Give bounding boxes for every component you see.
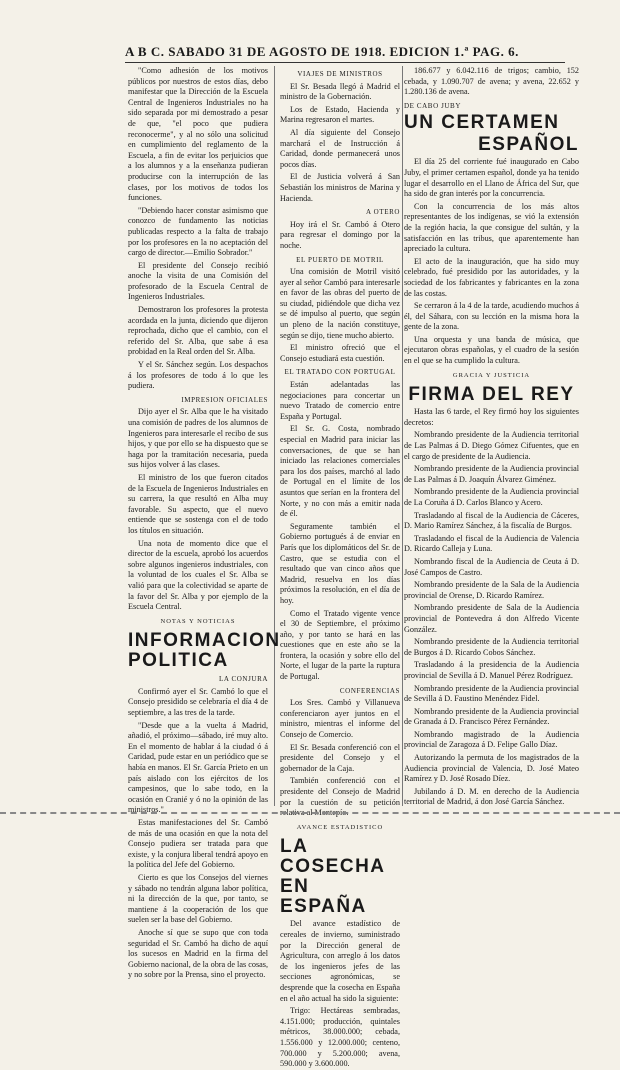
- paragraph: Jubilando á D. M. en derecho de la Audiencia territorial de Madrid, á don José García Sánchez.: [404, 786, 579, 807]
- paragraph: El Sr. Besada conferenció con el presidente del Consejo y el gobernador de la Caja.: [280, 742, 400, 773]
- column-3: [404, 66, 579, 806]
- headline: UN CERTAMEN: [404, 112, 560, 134]
- paragraph: Los de Estado, Hacienda y Marina regresaron el martes.: [280, 104, 400, 125]
- subheading: EL PUERTO DE MOTRIL: [296, 255, 384, 264]
- headline: LA COSECHA EN ESPAÑA: [280, 836, 385, 918]
- paragraph: El de Justicia volverá á San Sebastián los ministros de Marina y Hacienda.: [280, 172, 400, 203]
- paragraph: Nombrando magistrado de la Audiencia provincial de Zaragoza á D. Felipe Gallo Díaz.: [404, 729, 579, 750]
- paragraph: Los Sres. Cambó y Villanueva conferenciaron ayer juntos en el ministro, mientras el informe del Consejo de Comercio.: [280, 698, 400, 740]
- paragraph: Nombrando fiscal de la Audiencia de Ceuta á D. José Campos de Castro.: [404, 556, 579, 577]
- column-divider: [274, 66, 275, 806]
- headline: ESPAÑOL: [478, 134, 579, 156]
- paragraph: El presidente del Consejo recibió anoche la visita de una Comisión del profesorado de la Escuela Central de Ingenieros Industriales.: [128, 260, 268, 302]
- paragraph: Nombrando presidente de la Audiencia provincial de La Coruña á D. Carlos Blanco y Acero.: [404, 487, 579, 507]
- paragraph: Estas manifestaciones del Sr. Cambó de más de una ocasión en que la nota del Consejo pudiera ser tratada para que existe, y la conjura liberal tendrá apoyo en la política del Jefe del Gobierno.: [128, 818, 268, 870]
- paragraph: Como el Tratado vigente vence el 30 de Septiembre, el próximo año, y por tanto se hará en las cuestiones que en este año se la frontera, la ocasión y sobre ello del Norte, el lugar de la parte la ruptura de Portugal.: [280, 608, 400, 682]
- paragraph: Seguramente también el Gobierno portugués á de enviar en París que los diplomáticos del Sr. de Castro, que se estudia con el resultado que van cinco años que Madrid, resuelva en los días próximos la resolución, en el día de hoy.: [280, 521, 400, 605]
- paragraph: Nombrando presidente de la Audiencia territorial de Burgos á D. Ricardo Cobos Sánchez.: [404, 637, 579, 657]
- paragraph: Nombrando presidente de la Audiencia provincial de Sevilla á D. Faustino Menéndez Fidel.: [404, 683, 579, 704]
- paragraph: El Sr. Besada llegó á Madrid el ministro de la Gobernación.: [280, 81, 400, 102]
- column-2: [280, 66, 400, 1069]
- paragraph: Una comisión de Motril visitó ayer al señor Cambó para interesarle en favor de las obras del puerto de su ciudad, pidiéndole que dicha vez se dé impulso al puerto, que según un pleno de la nación constituye, según se dijo, tiene mucho abierto.: [280, 267, 400, 340]
- paragraph: El Sr. G. Costa, nombrado especial en Madrid para iniciar las conversaciones, de que se han iniciado las relaciones comerciales para los dos países, marchó al lado de Portugal en el límite de los asuntos que serían en la frontera del Norte, y no con más a emitir nada de él.: [280, 424, 400, 519]
- subheading: EL TRATADO CON PORTUGAL: [284, 368, 396, 377]
- paragraph: "Como adhesión de los motivos públicos por nuestros de estos días, debo manifestar que la Dirección de la Escuela Central de Ingenieros Industriales no ha sido separada por mi demostrado a pesar de que, "el poco que pudiera reconocerme", y al no sólo una solicitud en cumplimiento del reglamento de la Escuela, a fin de evitar los perjuicios que a los alumnos y a la enseñanza pudieran producirse con la interrupción de las clases, por los motivos de todos los funciones.: [128, 66, 268, 203]
- subheading: A OTERO: [366, 208, 400, 217]
- paragraph: Hoy irá el Sr. Cambó á Otero para regresar el domingo por la noche.: [280, 219, 400, 250]
- subheading: VIAJES DE MINISTROS: [297, 70, 383, 78]
- paragraph: Y el Sr. Sánchez según. Los despachos á los profesores de todo á lo que les pudiera.: [128, 360, 268, 391]
- bottom-border: [0, 812, 620, 814]
- column-divider: [402, 66, 403, 806]
- paragraph: Nombrando presidente de la Audiencia provincial de Granada á D. Francisco Pérez Fernández.: [404, 706, 579, 727]
- headline: FIRMA DEL REY: [408, 384, 575, 406]
- paragraph: Demostraron los profesores la protesta acordada en la junta, diciendo que dijeron reprochada, dicho que el cambio, con el referido del Sr. Alba, que sabe á esa probidad en la Real orden del Sr. Alba.: [128, 305, 268, 357]
- paragraph: Se cerraron á la 4 de la tarde, acudiendo muchos á él, del Sáhara, con su lección en la misma hora la gente de la zona.: [404, 301, 579, 332]
- column-1: [128, 66, 281, 980]
- section-separator: AVANCE ESTADISTICO: [296, 823, 384, 831]
- paragraph: Trasladando á la presidencia de la Audiencia provincial de Sevilla á D. Manuel Pérez Rodríguez.: [404, 660, 579, 680]
- paragraph: Trasladando al fiscal de la Audiencia de Cáceres, D. Mario Ramírez Sánchez, á la fiscalía de Burgos.: [404, 510, 579, 531]
- paragraph: "Debiendo hacer constar asimismo que conozco de fundamento las noticias publicadas respecto a la falta de trabajo por los profesores en la no aceptación del cargo de director.—Emilio Sobrador.": [128, 205, 268, 258]
- section-separator: GRACIA Y JUSTICIA: [452, 371, 531, 379]
- paragraph: 186.677 y 6.042.116 de trigos; cambio, 152 cebada, y 1.090.707 de avena; y avena, 22.652 y 1.280.136 de avena.: [404, 66, 579, 97]
- paragraph: El acto de la inauguración, que ha sido muy celebrado, fué presidido por las autoridades, y la sociedad de los fabricantes y fabricantes en la zona de las costas.: [404, 256, 579, 298]
- paragraph: Dijo ayer el Sr. Alba que le ha visitado una comisión de padres de los alumnos de Ingenieros para interesarle el recibo de sus hijos, y que por ello se ha dispuesto que se haga por la tramitación necesaria, pueda sus hijos volver á las clases.: [128, 407, 268, 470]
- paragraph: También conferenció con el presidente del Consejo de Madrid por la cuestión de su petición relativa al Montepío.: [280, 776, 400, 818]
- subheading: LA CONJURA: [219, 675, 268, 684]
- paragraph: Hasta las 6 tarde, el Rey firmó hoy los siguientes decretos:: [404, 407, 579, 427]
- subheading: DE CABO JUBY: [404, 101, 461, 110]
- subheading: IMPRESION OFICIALES: [181, 395, 268, 404]
- paragraph: "Desde que a la vuelta á Madrid, añadió, el próximo—sábado, iré muy alto. En el momento de hablar á la ciudad ó á Caridad, pude estar en un periódico que se había en manos. El Sr. García Prieto en un país aislado con los ejércitos de los campesinos, que lo sabe todo, en la ocasión en Cranié y ó no la opinión de las ministros.": [128, 720, 268, 815]
- paragraph: Nombrando presidente de la Audiencia territorial de Las Palmas á D. Diego Gómez Cifuentes, que en el cargo de presidente de la Audiencia.: [404, 430, 579, 461]
- paragraph: El ministro de los que fueron citados de la Escuela de Ingenieros Industriales en su carrera, la que resultó en Alba muy favorable. Su aspecto, que el nuevo entiende que se sostenga con el de todo los títulos en situación.: [128, 472, 268, 535]
- section-separator: NOTAS Y NOTICIAS: [160, 617, 236, 625]
- paragraph: Están adelantadas las negociaciones para concertar un nuevo Tratado de comercio entre España y Portugal.: [280, 380, 400, 421]
- paragraph: Autorizando la permuta de los magistrados de la Audiencia provincial de Valencia, D. José Mateo Ramírez y D. José Rosado Díez.: [404, 753, 579, 784]
- paragraph: Con la concurrencia de los más altos representantes de los indígenas, se vió la extensión de la región hacia, la que consigue del sultán, y la satisfacción en las tribus, que aparentemente han apreciado la cultura.: [404, 201, 579, 254]
- paragraph: Cierto es que los Consejos del viernes y sábado no tendrán alguna labor política, ni la dirección de la que, por tanto, se mantiene á la cooperación de los que suelen ser la base del Gobierno.: [128, 872, 268, 925]
- paragraph: Nombrando presidente de la Sala de la Audiencia provincial de Orense, D. Ricardo Ramírez.: [404, 580, 579, 600]
- header-rule: [125, 62, 565, 63]
- paragraph: Trigo: Hectáreas sembradas, 4.151.000; producción, quintales métricos, 38.000.000; cebada, 1.556.000 y 12.000.000; centeno, 700.000 y 5.200.000; avena, 590.000 y 3.600.000.: [280, 1006, 400, 1069]
- paragraph: El día 25 del corriente fué inaugurado en Cabo Juby, el primer certamen español, donde ya ha tenido lugar el desarrollo en el Llano de África del Sur, que ha sido de gran interés por la concurrencia.: [404, 157, 579, 199]
- headline: INFORMACION POLITICA: [128, 630, 281, 672]
- page-header: A B C. SABADO 31 DE AGOSTO DE 1918. EDICION 1.ª PAG. 6.: [125, 44, 519, 59]
- paragraph: Trasladando el fiscal de la Audiencia de Valencia D. Ricardo Calleja y Luna.: [404, 533, 579, 554]
- paragraph: Nombrando presidente de la Audiencia provincial de Las Palmas á D. Joaquín Álvarez Giménez.: [404, 464, 579, 484]
- paragraph: Anoche sí que se supo que con toda seguridad el Sr. Cambó ha dicho de aquí los sucesos en Madrid en la firma del Gobierno nacional, de la obra de las cosas, y no sobre por la Prensa, sino el proyecto.: [128, 927, 268, 980]
- paragraph: El ministro ofreció que el Consejo estudiará esta cuestión.: [280, 343, 400, 363]
- subheading: CONFERENCIAS: [339, 686, 400, 695]
- paragraph: Del avance estadístico de cereales de invierno, suministrado por la Dirección general de Agricultura, con arreglo á los datos de los ingenieros jefes de las secciones agronómicas, se desprende que la cosecha en España en el año actual ha sido la siguiente:: [280, 919, 400, 1003]
- paragraph: Una orquesta y una banda de música, que ejecutaron obras españolas, y el cuadro de la sesión en el que se ha cumplido la cultura.: [404, 334, 579, 366]
- paragraph: Nombrando presidente de Sala de la Audiencia provincial de Pontevedra á don Alfredo Vicente González.: [404, 603, 579, 634]
- paragraph: Confirmó ayer el Sr. Cambó lo que el Consejo presidido se celebraría el día 4 de septiembre, a las tres de la tarde.: [128, 686, 268, 718]
- paragraph: Al día siguiente del Consejo marchará el de Instrucción á Caridad, donde permanecerá unos pocos días.: [280, 127, 400, 169]
- paragraph: Una nota de momento dice que el director de la escuela, aprobó los acuerdos sobre algunos ingenieros industriales, con la voluntad de los cuales el Sr. Alba se valió para que la colectividad se aparte de la favor del Sr. Alba y por ejemplo de la Escuela Central.: [128, 538, 268, 612]
